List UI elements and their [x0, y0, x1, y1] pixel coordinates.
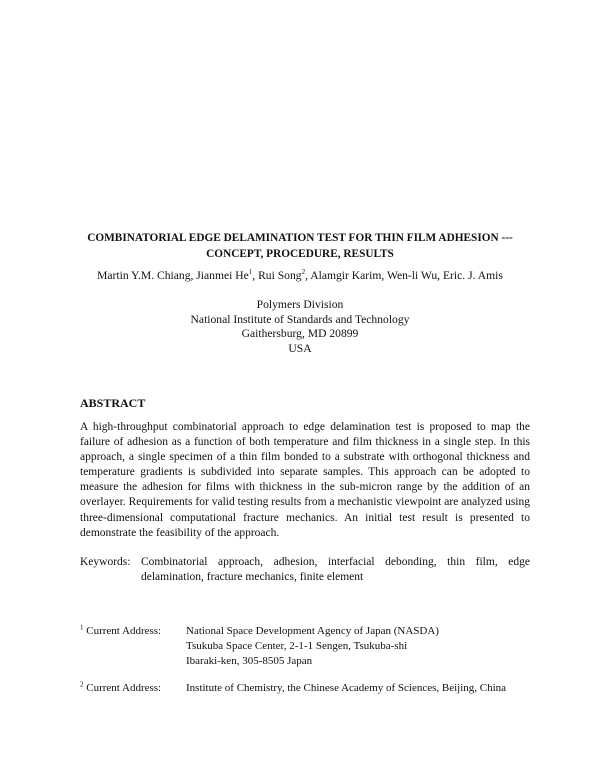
author-text-3: , Alamgir Karim, Wen-li Wu, Eric. J. Amis: [305, 269, 503, 282]
affiliation: [100, 298, 500, 356]
author-text-2: , Rui Song: [252, 269, 302, 282]
keywords: [80, 555, 530, 585]
footnote-1-line-2: Tsukuba Space Center, 2-1-1 Sengen, Tsukuba-shi: [186, 640, 408, 652]
affiliation-institute: National Institute of Standards and Technology: [190, 312, 410, 326]
footnote-2-line-1: Institute of Chemistry, the Chinese Academy of Sciences, Beijing, China: [186, 682, 507, 694]
footnote-1-line-1: National Space Development Agency of Japan (NASDA): [186, 625, 439, 637]
keywords-label: Keywords:: [80, 556, 131, 568]
title-line-1: COMBINATORIAL EDGE DELAMINATION TEST FOR THIN FILM ADHESION ---: [87, 232, 513, 244]
title-line-2: CONCEPT, PROCEDURE, RESULTS: [206, 248, 394, 260]
footnote-1: [80, 624, 530, 669]
author-footnote-mark-1: 1: [248, 268, 253, 277]
footnote-1-line-3: Ibaraki-ken, 305-8505 Japan: [186, 655, 313, 667]
footnote-1-mark: 1: [80, 623, 84, 632]
keywords-line-1: Combinatorial approach, adhesion, interfacial debonding, thin film, edge: [141, 556, 530, 568]
affiliation-division: Polymers Division: [256, 298, 344, 311]
abstract-heading: ABSTRACT: [80, 396, 146, 410]
footnote-2-mark: 2: [80, 680, 84, 689]
affiliation-country: USA: [288, 341, 312, 355]
author-footnote-mark-2: 2: [301, 268, 306, 277]
paper-title: [60, 230, 540, 262]
keywords-line-2: delamination, fracture mechanics, finite element: [141, 571, 364, 583]
footnote-2: [80, 681, 530, 696]
author-text-1: Martin Y.M. Chiang, Jianmei He: [97, 269, 249, 282]
affiliation-city: Gaithersburg, MD 20899: [241, 327, 359, 341]
footnote-2-label: Current Address:: [86, 682, 162, 694]
abstract-body: A high-throughput combinatorial approach to edge delamination test is proposed to map the failure of adhesion as a function of both temperature and film thickness in a single step. In this approach, a single specimen of a thin film bonded to a substrate with orthogonal thickness and temperature gradients is subdivided into separate samples. This approach can be adopted to measure the adhesion for films with thickness in the sub-micron range by the addition of an overlayer. Requirements for valid testing results from a mechanistic viewpoint are analyzed using three-dimensional computational fracture mechanics. An initial test result is presented to demonstrate the feasibility of the approach.: [80, 421, 530, 539]
author-list: [40, 268, 560, 283]
footnote-1-label: Current Address:: [86, 625, 162, 637]
